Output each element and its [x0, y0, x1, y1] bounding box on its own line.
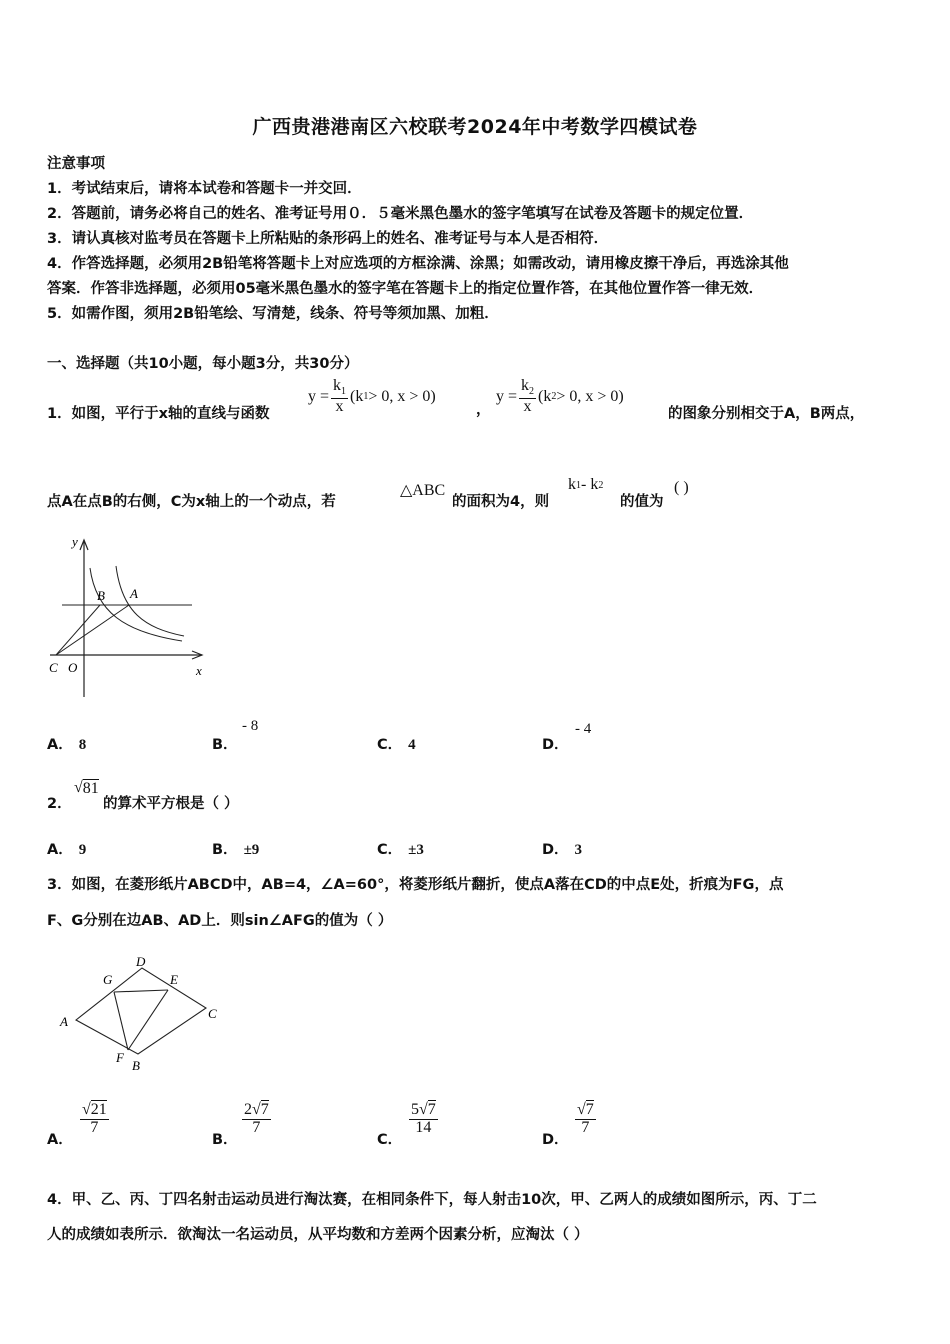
option-a-value: $\frac{√21}{7}$ — [82, 1101, 107, 1136]
sqrt-81: √ 81 — [74, 779, 99, 797]
formula-lhs: y = — [308, 387, 330, 405]
q4-text-line1: 4．甲、乙、丙、丁四名射击运动员进行淘汰赛，在相同条件下，每人射击10次，甲、乙两人的成绩如图所示，丙、丁二 — [47, 1192, 817, 1208]
x-axis-label: x — [196, 663, 202, 678]
q3-text-line2: F、G分别在边AB、AD上．则sin∠AFG的值为（ ） — [47, 913, 393, 929]
q1-function-2: y = $\frac{k_2}{x}$ (k 2 > 0, x > 0) — [496, 377, 624, 415]
option-a[interactable]: A． 9 — [47, 842, 87, 858]
point-g-label: G — [103, 972, 113, 987]
q4-text-line2: 人的成绩如表所示．欲淘汰一名运动员，从平均数和方差两个因素分析，应淘汰（ ） — [47, 1227, 589, 1243]
q1-text-part4: 的面积为4，则 — [452, 494, 550, 510]
option-d-label[interactable]: D． — [542, 1132, 569, 1148]
q1-function-1: y = $\frac{k_1}{x}$ (k 1 > 0, x > 0) — [308, 377, 436, 415]
page-title: 广西贵港港南区六校联考2024年中考数学四模试卷 — [252, 116, 698, 138]
option-c-value: $\frac{5√7}{14}$ — [411, 1101, 436, 1136]
segment-cb — [56, 605, 100, 655]
curve-k1 — [116, 566, 184, 636]
segment-ef — [128, 990, 168, 1050]
notice-item: 5．如需作图，须用2B铅笔绘、写清楚，线条、符号等须加黑、加粗． — [47, 306, 499, 322]
point-d-label: D — [136, 954, 146, 969]
option-d-value: $\frac{√7}{7}$ — [577, 1101, 594, 1136]
fold-line-gf — [114, 992, 128, 1050]
q1-graph — [44, 532, 214, 702]
option-b-value: - 8 — [242, 718, 259, 734]
q2-number: 2． — [47, 796, 72, 812]
q1-text-part5: 的值为 — [620, 494, 664, 510]
notice-item: 3．请认真核对监考员在答题卡上所粘贴的条形码上的姓名、准考证号与本人是否相符． — [47, 231, 609, 247]
option-b[interactable]: B． ±9 — [212, 842, 260, 858]
section-heading: 一、选择题（共10小题，每小题3分，共30分） — [47, 356, 359, 372]
k-difference: k 1 - k 2 — [568, 476, 604, 493]
q2-text: 的算术平方根是（ ） — [103, 796, 239, 812]
notice-item: 答案．作答非选择题，必须用05毫米黑色墨水的签字笔在答题卡上的指定位置作答，在其他位置作答一律无效． — [47, 281, 764, 297]
q1-text-part3: 点A在点B的右侧，C为x轴上的一个动点，若 — [47, 494, 336, 510]
option-b-label[interactable]: B． — [212, 1132, 238, 1148]
point-e-label: E — [170, 972, 178, 987]
option-a-label[interactable]: A． — [47, 1132, 73, 1148]
notice-item: 4．作答选择题，必须用2B铅笔将答题卡上对应选项的方框涂满、涂黑；如需改动，请用橡皮擦干净后，再选涂其他 — [47, 256, 789, 272]
triangle-abc: △ABC — [400, 482, 446, 499]
point-b-label: B — [132, 1058, 140, 1073]
segment-ge — [114, 990, 168, 992]
notice-item: 2．答题前，请务必将自己的姓名、准考证号用０．５毫米黑色墨水的签字笔填写在试卷及答题卡的规定位置． — [47, 206, 754, 222]
formula-lhs: y = — [496, 387, 518, 405]
fraction: $\frac{k_1}{x}$ — [333, 377, 347, 415]
q1-text-part1: 1．如图，平行于x轴的直线与函数 — [47, 406, 270, 422]
option-d-label[interactable]: D． — [542, 737, 569, 753]
q1-text-part2: 的图象分别相交于A，B两点， — [668, 406, 865, 422]
option-c[interactable]: C． 4 — [377, 737, 416, 753]
point-b-label: B — [97, 588, 105, 603]
option-c-label[interactable]: C． — [377, 1132, 403, 1148]
point-c-label: C — [208, 1006, 217, 1021]
option-d-value: - 4 — [575, 721, 592, 737]
option-b-value: $\frac{2√7}{7}$ — [244, 1101, 269, 1136]
q3-text-line1: 3．如图，在菱形纸片ABCD中，AB=4，∠A=60°，将菱形纸片翻折，使点A落在CD的中点E处，折痕为FG，点 — [47, 877, 784, 893]
rhombus-figure — [56, 950, 226, 1075]
point-a-label: A — [60, 1014, 68, 1029]
point-a-label: A — [130, 586, 138, 601]
answer-paren: ( ) — [674, 479, 689, 496]
notice-item: 1．考试结束后，请将本试卷和答题卡一并交回． — [47, 181, 362, 197]
comma: ， — [476, 402, 491, 418]
segment-ca — [56, 605, 129, 655]
y-axis-label: y — [72, 534, 78, 549]
option-d[interactable]: D． 3 — [542, 842, 583, 858]
option-b-label[interactable]: B． — [212, 737, 238, 753]
notice-heading: 注意事项 — [47, 156, 105, 172]
point-c-label: C — [49, 660, 58, 675]
origin-label: O — [68, 660, 78, 675]
point-f-label: F — [116, 1050, 124, 1065]
option-a[interactable]: A． 8 — [47, 737, 87, 753]
option-c[interactable]: C． ±3 — [377, 842, 424, 858]
rhombus-abcd — [76, 968, 206, 1054]
fraction: $\frac{k_2}{x}$ — [521, 377, 535, 415]
